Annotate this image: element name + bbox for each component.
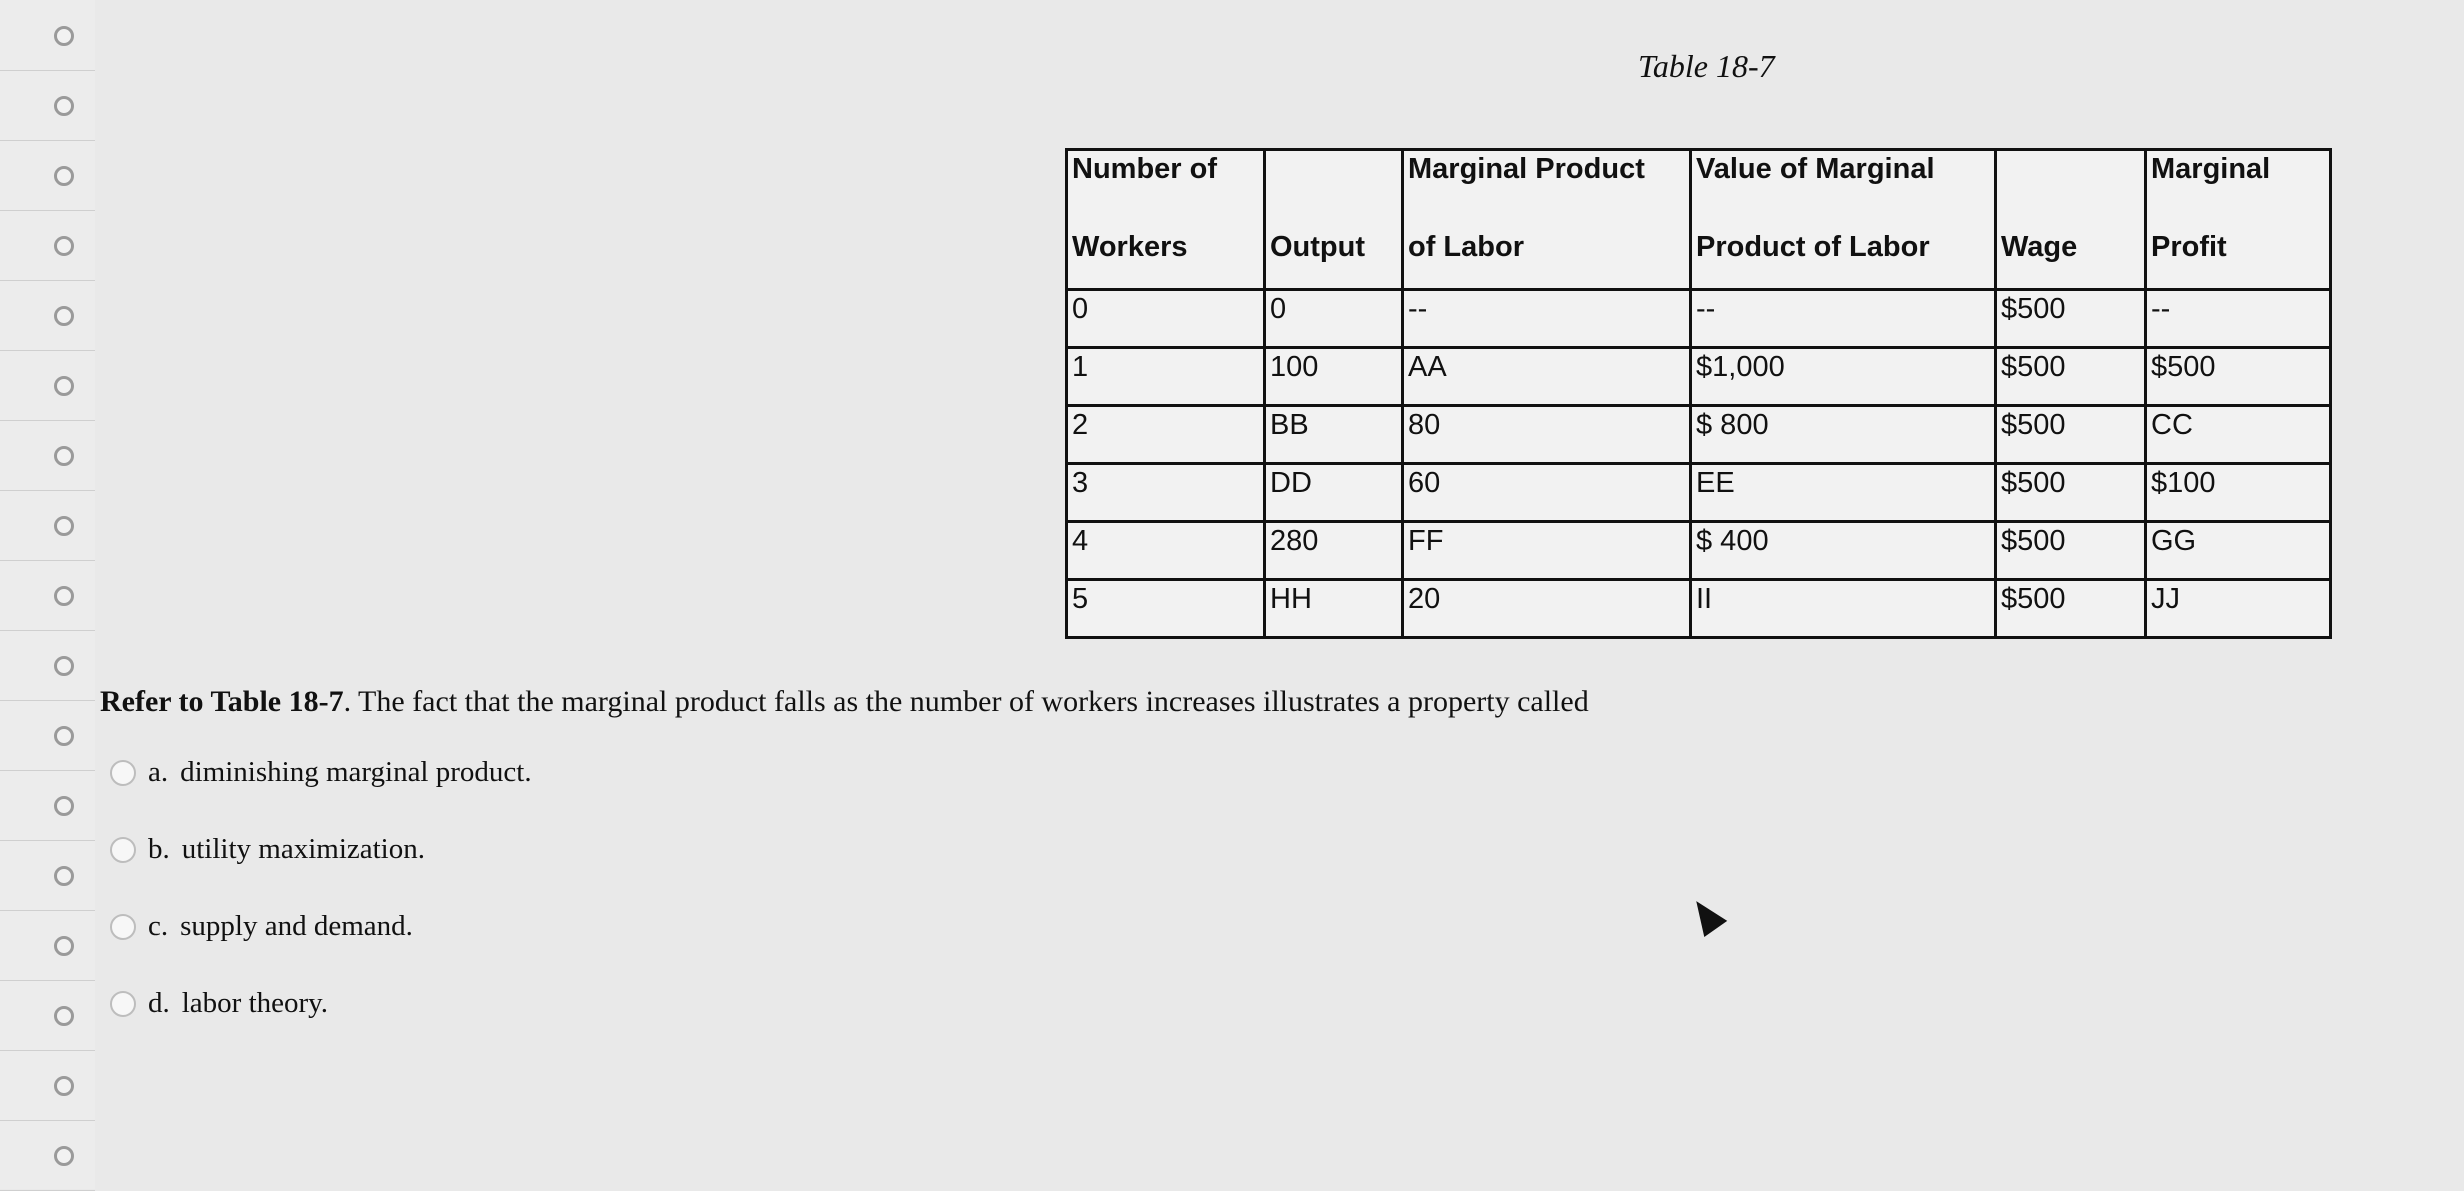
circle-icon[interactable] (54, 236, 74, 256)
circle-icon[interactable] (54, 936, 74, 956)
rail-row (0, 700, 95, 771)
header-line1: Number of (1072, 153, 1217, 185)
circle-icon[interactable] (54, 586, 74, 606)
table-row (1067, 464, 2331, 522)
table-cell: $500 (1996, 522, 2146, 580)
rail-row (0, 910, 95, 981)
choice-label: supply and demand. (180, 910, 413, 942)
header-wage (1996, 150, 2146, 290)
header-line2: Workers (1072, 231, 1188, 263)
table-cell: $500 (1996, 290, 2146, 348)
table-cell: JJ (2146, 580, 2331, 638)
table-cell: $ 800 (1691, 406, 1996, 464)
rail-row (0, 70, 95, 141)
question-body: . The fact that the marginal product falls as the number of workers increases illustrates a property called (343, 685, 1589, 718)
choice-label: diminishing marginal product. (180, 756, 532, 788)
table-row (1067, 290, 2331, 348)
table-cell: -- (2146, 290, 2331, 348)
table-cell: $500 (1996, 464, 2146, 522)
circle-icon[interactable] (54, 1006, 74, 1026)
rail-row (0, 490, 95, 561)
table-cell: $500 (1996, 406, 2146, 464)
circle-icon[interactable] (54, 96, 74, 116)
table-cell: GG (2146, 522, 2331, 580)
table-cell: 0 (1067, 290, 1265, 348)
radio-icon[interactable] (110, 760, 136, 786)
circle-icon[interactable] (54, 26, 74, 46)
circle-icon[interactable] (54, 166, 74, 186)
header-line2: Wage (2001, 231, 2078, 263)
table-row (1067, 522, 2331, 580)
table-cell: 2 (1067, 406, 1265, 464)
choice-d[interactable] (110, 987, 328, 1020)
table-cell: 1 (1067, 348, 1265, 406)
table-cell: $500 (2146, 348, 2331, 406)
table-row (1067, 580, 2331, 638)
table-cell: -- (1403, 290, 1691, 348)
table-cell: -- (1691, 290, 1996, 348)
circle-icon[interactable] (54, 866, 74, 886)
choice-letter: d. (148, 987, 170, 1019)
choice-a[interactable] (110, 756, 532, 789)
circle-icon[interactable] (54, 796, 74, 816)
rail-row (0, 1120, 95, 1191)
header-line2: of Labor (1408, 231, 1524, 263)
table-cell: 60 (1403, 464, 1691, 522)
table-cell: II (1691, 580, 1996, 638)
circle-icon[interactable] (54, 306, 74, 326)
table-cell: AA (1403, 348, 1691, 406)
choice-label: utility maximization. (181, 833, 425, 865)
table-cell: CC (2146, 406, 2331, 464)
mouse-cursor-icon (1685, 893, 1727, 937)
header-line1 (1270, 153, 1397, 231)
header-value-marginal-product (1691, 150, 1996, 290)
table-title: Table 18-7 (1638, 48, 1775, 84)
choice-c[interactable] (110, 910, 413, 943)
table-cell: $1,000 (1691, 348, 1996, 406)
circle-icon[interactable] (54, 1146, 74, 1166)
circle-icon[interactable] (54, 1076, 74, 1096)
data-table (1065, 148, 2332, 639)
rail-row (0, 280, 95, 351)
header-number-of-workers (1067, 150, 1265, 290)
table-cell: 3 (1067, 464, 1265, 522)
choice-label: labor theory. (181, 987, 329, 1019)
table-header-row (1067, 150, 2331, 290)
header-output (1265, 150, 1403, 290)
table-cell: $500 (1996, 580, 2146, 638)
rail-row (0, 350, 95, 421)
table-cell: 80 (1403, 406, 1691, 464)
circle-icon[interactable] (54, 376, 74, 396)
radio-icon[interactable] (110, 991, 136, 1017)
rail-row (0, 420, 95, 491)
choice-letter: b. (148, 833, 170, 865)
choice-b[interactable] (110, 833, 425, 866)
rail-row (0, 0, 95, 71)
choice-letter: c. (148, 910, 169, 942)
circle-icon[interactable] (54, 516, 74, 536)
rail-row (0, 210, 95, 281)
rail-row (0, 630, 95, 701)
header-line1: Value of Marginal (1696, 153, 1935, 185)
rail-row (0, 560, 95, 631)
table-cell: FF (1403, 522, 1691, 580)
table-cell: BB (1265, 406, 1403, 464)
radio-icon[interactable] (110, 914, 136, 940)
header-line1: Marginal (2151, 153, 2271, 185)
rail-row (0, 140, 95, 211)
rail-row (0, 840, 95, 911)
radio-icon[interactable] (110, 837, 136, 863)
table-cell: DD (1265, 464, 1403, 522)
table-cell: 100 (1265, 348, 1403, 406)
header-line2: Product of Labor (1696, 231, 1930, 263)
table-row (1067, 406, 2331, 464)
table-cell: EE (1691, 464, 1996, 522)
table-cell: $100 (2146, 464, 2331, 522)
table-cell: $ 400 (1691, 522, 1996, 580)
choice-letter: a. (148, 756, 169, 788)
table-cell: 20 (1403, 580, 1691, 638)
question-text (100, 685, 1589, 719)
table-cell: $500 (1996, 348, 2146, 406)
header-line1 (2001, 153, 2140, 231)
question-prefix: Refer to Table 18-7 (100, 685, 344, 718)
circle-icon[interactable] (54, 656, 74, 676)
rail-row (0, 980, 95, 1051)
header-line1: Marginal Product (1408, 153, 1645, 185)
header-marginal-profit (2146, 150, 2331, 290)
table-cell: 4 (1067, 522, 1265, 580)
left-rail (0, 0, 95, 1189)
table-cell: 5 (1067, 580, 1265, 638)
table-cell: 280 (1265, 522, 1403, 580)
circle-icon[interactable] (54, 726, 74, 746)
header-line2: Output (1270, 231, 1366, 263)
table-cell: HH (1265, 580, 1403, 638)
table-row (1067, 348, 2331, 406)
rail-row (0, 1050, 95, 1121)
circle-icon[interactable] (54, 446, 74, 466)
table-cell: 0 (1265, 290, 1403, 348)
header-marginal-product (1403, 150, 1691, 290)
header-line2: Profit (2151, 231, 2227, 263)
rail-row (0, 770, 95, 841)
